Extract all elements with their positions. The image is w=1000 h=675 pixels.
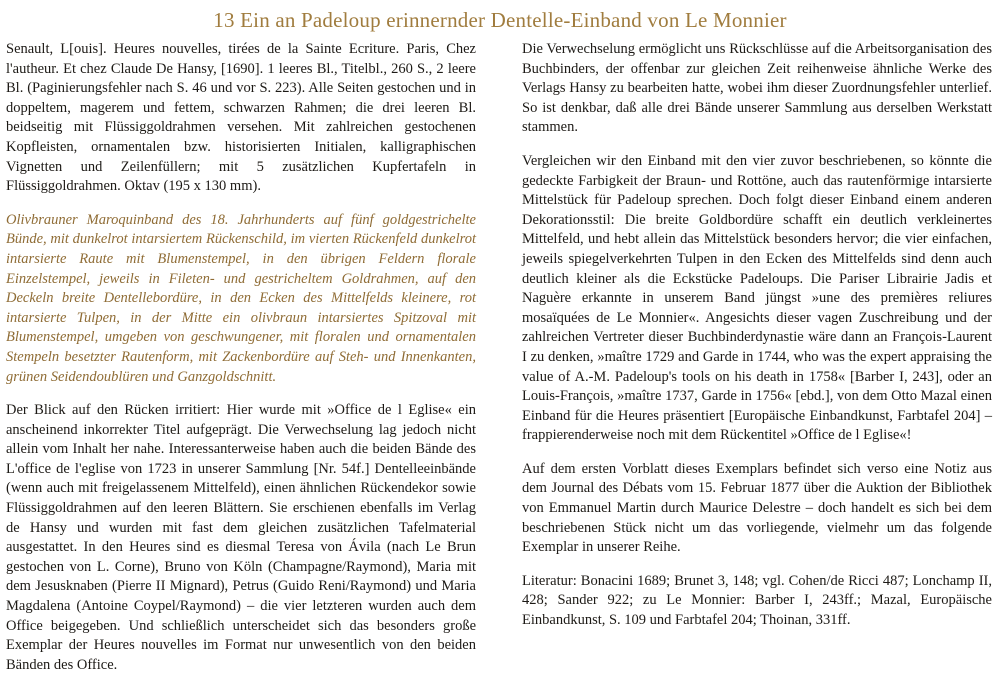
commentary-paragraph-2: Die Verwechselung ermöglicht uns Rückschlüsse auf die Arbeitsorganisation des Buchbinders, der offenbar zur gleichen Zeit reihenweise ähnliche Werke des Verlags Hansy zu bearbeiten hatte, wobei ihm dieser Zuordnungsfehler unterlief. So ist denkbar, daß alle drei Bände unserer Sammlung aus derselben Werkstatt stammen. (522, 41, 992, 136)
commentary-paragraph-1: Der Blick auf den Rücken irritiert: Hier wurde mit »Office de l Eglise« ein anscheinend inkorrekter Titel aufgeprägt. Die Verwechselung lag jedoch nicht allein vom Inhalt her nahe. Interessanterweise haben auch die beiden Bände des L'office de l'eglise von 1723 in unserer Sammlung [Nr. 54f.] Dentelleeinbände (wenn auch mit freigelassenem Mittelfeld), einen ähnlichen Rückendekor sowie Flüssiggoldrahmen auf den leeren Blättern. Sie erschienen ebenfalls im Verlag de Hansy und wurden mit fast dem gleichen zusätzlichen Tafelmaterial ausgestattet. In den Heures sind es diesmal Teresa von Ávila (nach Le Brun gestochen von L. Corne), Bruno von Köln (Champagne/Raymond), Maria mit dem Jesusknaben (Pierre II Mignard), Petrus (Guido Reni/Raymond) und Maria Magdalena (Antoine Coypel/Raymond) – die vier letzteren wurden auch dem Office beigegeben. Und schließlich unterscheidet sich das besonders große Exemplar der Heures nouvelles im Format nur unwesentlich von den beiden Bänden des Office. (6, 402, 476, 673)
binding-description: Olivbrauner Maroquinband des 18. Jahrhunderts auf fünf goldgestrichelte Bünde, mit dunkelrot intarsiertem Rückenschild, im vierten Rückenfeld dunkelrot intarsierte Raute mit Blumenstempel, in den übrigen Feldern florale Einzelstempel, jeweils in Fileten- und gestricheltem Goldrahmen, auf den Deckeln breite Dentellebordüre, in den Ecken des Mittelfelds kleinere, rot intarsierte Tulpen, in der Mitte ein olivbraun intarsiertes Spitzoval mit Blumenstempel, umgeben von geschwungener, mit floralen und ornamentalen Stempeln besetzter Rautenform, mit Zackenbordüre auf Steh- und Innenkanten, grünen Seidendoublüren und Ganzgoldschnitt. (6, 211, 476, 385)
commentary-paragraph-3: Vergleichen wir den Einband mit den vier zuvor beschriebenen, so könnte die gedeckte Farbigkeit der Braun- und Rottöne, auch das rautenförmige intarsierte Mittelstück für Padeloup sprechen. Doch folgt dieser Einband einem anderen Dekorationsstil: Die breite Goldbordüre schafft ein deutlich verkleinertes Mittelfeld, und hebt allein das Mittelstück besonders hervor; die vier einfachen, jeweils spiegelverkehrten Tulpen in den Ecken des Mittelfelds sind denn auch deutlich kleiner als die Eckstücke Padeloups. Die Pariser Librairie Jadis et Naguère erkannte in unserem Band jüngst »une des premières reliures mosaïquées de Le Monnier«. Angesichts dieser vagen Zuschreibung und der zahlreichen Vertreter dieser Buchbinderdynastie wäre dann an François-Laurent I zu denken, »maître 1729 and Garde in 1744, who was the expert appraising the value of A.-M. Padeloup's tools on his death in 1758« [Barber I, 243], oder an Louis-François, »maître 1737, Garde in 1756« [ebd.], von dem Otto Mazal einen Einband für die Heures präsentiert [Europäische Einbandkunst, Farbtafel 204] – frappierenderweise noch mit dem Rückentitel »Office de l Eglise«! (522, 152, 992, 444)
commentary-paragraph-4: Auf dem ersten Vorblatt dieses Exemplars befindet sich verso eine Notiz aus dem Journal des Débats vom 15. Februar 1877 über die Auktion der Bibliothek von Emmanuel Martin durch Maurice Delestre – doch handelt es sich bei dem beschriebenen Stück nicht um das vorliegende, vielmehr um das folgende Exemplar in unserer Reihe. (522, 460, 992, 556)
literature-references: Literatur: Bonacini 1689; Brunet 3, 148; vgl. Cohen/de Ricci 487; Lonchamp II, 428; Sander 922; zu Le Monnier: Barber I, 243ff.; Mazal, Europäische Einbandkunst, S. 109 und Farbtafel 204; Thoinan, 331ff. (522, 572, 992, 629)
right-column (522, 40, 992, 631)
bibliographic-citation: Senault, L[ouis]. Heures nouvelles, tirées de la Sainte Ecriture. Paris, Chez l'autheur. Et chez Claude De Hansy, [1690]. 1 leeres Bl., Titelbl., 260 S., 2 leere Bl. (Paginierungsfehler nach S. 46 und vor S. 223). Alle Seiten gestochen und in doppeltem, magerem und fettem, schwarzen Rahmen; die drei leeren Bl. beidseitig mit Flüssiggoldrahmen versehen. Mit zahlreichen gestochenen Kopfleisten, ornamentalen bzw. historisierten Initialen, kalligraphischen Vignetten und Zeilenfüllern; mit 5 zusätzlichen Kupfertafeln in Flüssiggoldrahmen. Oktav (195 x 130 mm). (6, 41, 476, 195)
entry-title: 13 Ein an Padeloup erinnernder Dentelle-Einband von Le Monnier (213, 8, 787, 32)
left-column (6, 40, 476, 675)
